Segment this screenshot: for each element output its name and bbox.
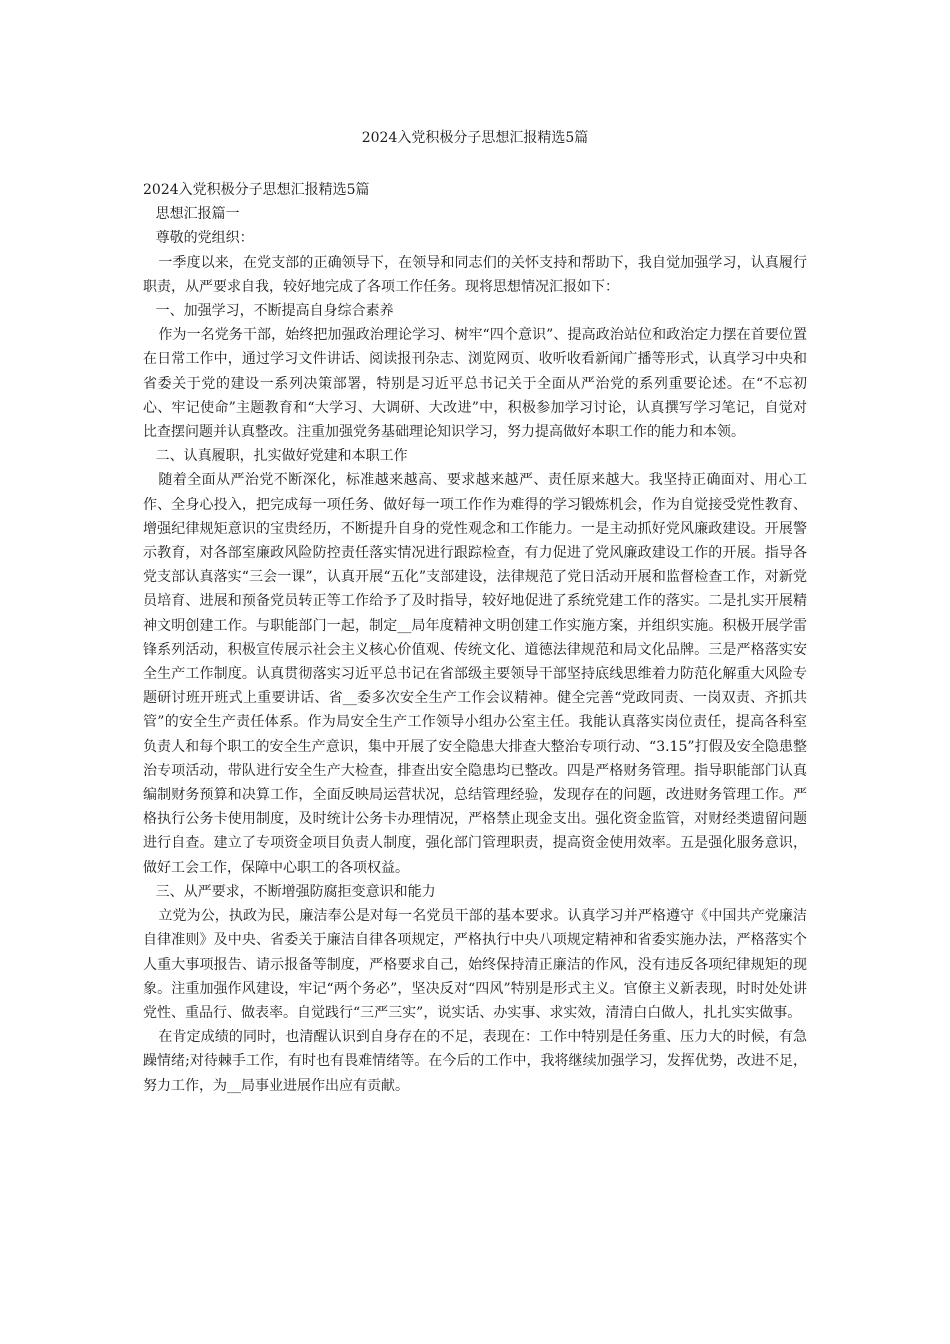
paragraph: 立党为公，执政为民，廉洁奉公是对每一名党员干部的基本要求。认真学习并严格遵守《中国共产党廉洁自律准则》及中央、省委关于廉洁自律各项规定，严格执行中央八项规定精神和省委实施办法，严格落实个人重大事项报告、请示报备等制度，严格要求自己，始终保持清正廉洁的作风，没有违反各项纪律规矩的现象。注重加强作风建设，牢记“两个务必”，坚决反对“四风”特别是形式主义。官僚主义新表现，时时处处讲党性、重品行、做表率。自觉践行“三严三实”，说实话、办实事、求实效，清清白白做人，扎扎实实做事。 bbox=[143, 908, 807, 1021]
paragraph: 一季度以来，在党支部的正确领导下，在领导和同志们的关怀支持和帮助下，我自觉加强学习，认真履行职责，从严要求自我，较好地完成了各项工作任务。现将思想情况汇报如下： bbox=[143, 254, 807, 295]
document-body bbox=[143, 178, 807, 1098]
paragraph: 思想汇报篇一 bbox=[155, 206, 240, 223]
document-title: 2024入党积极分子思想汇报精选5篇 bbox=[361, 130, 589, 146]
paragraph: 二、认真履职，扎实做好党建和本职工作 bbox=[155, 448, 408, 465]
paragraph: 作为一名党务干部，始终把加强政治理论学习、树牢“四个意识”、提高政治站位和政治定力摆在首要位置在日常工作中，通过学习文件讲话、阅读报刊杂志、浏览网页、收听收看新闻广播等形式，认真学习中央和省委关于党的建设一系列决策部署，特别是习近平总书记关于全面从严治党的系列重要论述。在“不忘初心、牢记使命”主题教育和“大学习、大调研、大改进”中，积极参加学习讨论，认真撰写学习笔记，自觉对比查摆问题并认真整改。注重加强党务基础理论知识学习，努力提高做好本职工作的能力和本领。 bbox=[143, 327, 807, 441]
paragraph: 在肯定成绩的同时，也清醒认识到自身存在的不足，表现在：工作中特别是任务重、压力大的时候，有急躁情绪;对待棘手工作，有时也有畏难情绪等。在今后的工作中，我将继续加强学习，发挥优势，改进不足，努力工作，为__局事业进展作出应有贡献。 bbox=[143, 1029, 807, 1094]
paragraph: 2024入党积极分子思想汇报精选5篇 bbox=[143, 182, 370, 198]
paragraph: 尊敬的党组织： bbox=[155, 230, 254, 247]
paragraph: 三、从严要求，不断增强防腐拒变意识和能力 bbox=[155, 883, 436, 900]
paragraph: 随着全面从严治党不断深化，标准越来越高、要求越来越严、责任原来越大。我坚持正确面对、用心工作、全身心投入，把完成每一项任务、做好每一项工作作为难得的学习锻炼机会，作为自觉接受党性教育、增强纪律规矩意识的宝贵经历，不断提升自身的党性观念和工作能力。一是主动抓好党风廉政建设。开展警示教育，对各部室廉政风险防控责任落实情况进行跟踪检查，有力促进了党风廉政建设工作的开展。指导各党支部认真落实“三会一课”，认真开展“五化”支部建设，法律规范了党日活动开展和监督检查工作，对新党员培育、进展和预备党员转正等工作给予了及时指导，较好地促进了系统党建工作的落实。二是扎实开展精神文明创建工作。与职能部门一起，制定__局年度精神文明创建工作实施方案，并组织实施。积极开展学雷锋系列活动，积极宣传展示社会主义核心价值观、传统文化、道德法律规范和局文化品牌。三是严格落实安全生产工作制度。认真贯彻落实习近平总书记在省部级主要领导干部坚持底线思维着力防范化解重大风险专题研讨班开班式上重要讲话、省__委多次安全生产工作会议精神。健全完善“党政同责、一岗双责、齐抓共管”的安全生产责任体系。作为局安全生产工作领导小组办公室主任。我能认真落实岗位责任，提高各科室负责人和每个职工的安全生产意识，集中开展了安全隐患大排查大整治专项行动、“3.15”打假及安全隐患整治专项活动，带队进行安全生产大检查，排查出安全隐患均已整改。四是严格财务管理。指导职能部门认真编制财务预算和决算工作，全面反映局运营状况，总结管理经验，发现存在的问题，改进财务管理工作。严格执行公务卡使用制度，及时统计公务卡办理情况，严格禁止现金支出。强化资金监管，对财经类遗留问题进行自查。建立了专项资金项目负责人制度，强化部门管理职责，提高资金使用效率。五是强化服务意识，做好工会工作，保障中心职工的各项权益。 bbox=[143, 472, 807, 876]
paragraph: 一、加强学习，不断提高自身综合素养 bbox=[155, 303, 394, 320]
